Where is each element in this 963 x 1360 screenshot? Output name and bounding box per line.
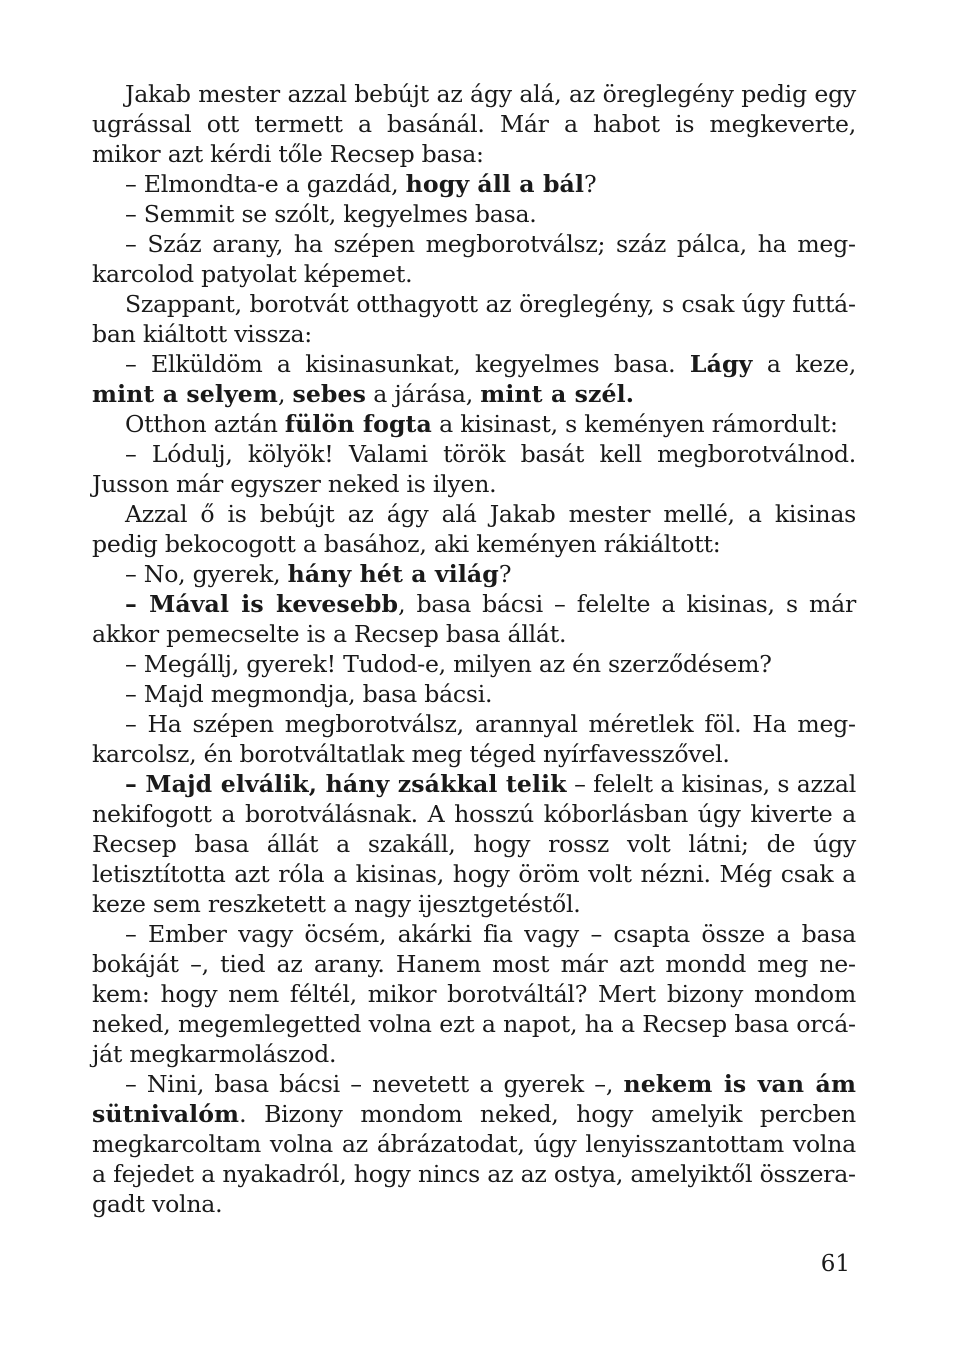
paragraph [92, 409, 856, 439]
page-number: 61 [820, 1251, 850, 1277]
paragraph [92, 169, 856, 199]
paragraph [92, 229, 856, 289]
paragraph [92, 679, 856, 709]
text-run: Jakab mester azzal bebújt az ágy alá, az öreglegény pedig egy ugrással ott termett a basánál. Már a habot is megkeverte, mikor azt kérdi tőle Recsep basa: [92, 80, 856, 168]
text-run: ? [498, 560, 512, 588]
text-run: – felelt a kisinas, s azzal nekifogott a borotválásnak. A hosszú kóborlásban úgy kiverte a Recsep basa állát a szakáll, hogy rossz volt látni; de úgy letisztította azt róla a kisinas, hogy öröm volt nézni. Még csak a keze sem reszketett a nagy ijesztgetéstől. [92, 770, 856, 918]
paragraph [92, 919, 856, 1069]
text-run: Azzal ő is bebújt az ágy alá Jakab mester mellé, a kisinas pedig bekocogott a basához, aki keményen rákiáltott: [92, 500, 856, 558]
page-body [92, 79, 856, 1219]
text-run: , basa bácsi – felelte a kisinas, s már akkor pemecselte is a Recsep basa állát. [92, 590, 856, 648]
bold-phrase: hány hét a világ [287, 560, 499, 588]
text-run: – Semmit se szólt, kegyelmes basa. [125, 200, 537, 228]
paragraph [92, 589, 856, 649]
bold-phrase: – Mával is kevesebb [125, 590, 399, 618]
text-run: – Ha szépen megborotválsz, arannyal méretlek föl. Ha megkarcolsz, én borotváltatlak meg téged nyírfavesszővel. [92, 710, 856, 768]
text-run: – Elmondta-e a gazdád, [125, 170, 406, 198]
text-run: a kisinast, s keményen rámordult: [431, 410, 838, 438]
bold-phrase: – Majd elválik, hány zsákkal telik [125, 770, 567, 798]
text-run: ? [584, 170, 597, 198]
text-run: Otthon aztán [125, 410, 285, 438]
paragraph [92, 769, 856, 919]
bold-phrase: mint a selyem [92, 380, 278, 408]
bold-phrase: hogy áll a bál [405, 170, 585, 198]
bold-phrase: nekem is van ám sütnivalóm [92, 1070, 857, 1128]
paragraph [92, 289, 856, 349]
paragraph [92, 649, 856, 679]
text-run: , [277, 380, 293, 408]
text-run: – Megállj, gyerek! Tudod-e, milyen az én szerződésem? [125, 650, 772, 678]
bold-phrase: fülön fogta [284, 410, 432, 438]
paragraph [92, 559, 856, 589]
paragraph [92, 439, 856, 499]
text-run: – Száz arany, ha szépen megborotválsz; száz pálca, ha megkarcolod patyolat képemet. [92, 230, 856, 288]
text-run: – Ember vagy öcsém, akárki fia vagy – csapta össze a basa bokáját –, tied az arany. Hanem most már azt mondd meg nekem: hogy nem féltél, mikor borotváltál? Mert bizony mondom neked, megemlegetted volna ezt a napot, ha a Recsep basa orcáját megkarmolászod. [92, 920, 856, 1068]
text-run: – Nini, basa bácsi – nevetett a gyerek –, [125, 1070, 624, 1098]
paragraph [92, 349, 856, 409]
paragraph [92, 199, 856, 229]
text-run: a keze, [752, 350, 856, 378]
text-run: a járása, [366, 380, 481, 408]
text-run: Szappant, borotvát otthagyott az öreglegény, s csak úgy futtában kiáltott vissza: [92, 290, 856, 348]
paragraph [92, 1069, 856, 1219]
text-run: – Lódulj, kölyök! Valami török basát kell megborotválnod. Jusson már egyszer neked is ilyen. [92, 440, 856, 498]
bold-phrase: mint a szél. [480, 380, 635, 408]
bold-phrase: sebes [292, 380, 367, 408]
paragraph [92, 79, 856, 169]
paragraph [92, 709, 856, 769]
text-run: – No, gyerek, [125, 560, 288, 588]
text-run: – Elküldöm a kisinasunkat, kegyelmes basa. [125, 350, 690, 378]
text-run: . Bizony mondom neked, hogy amelyik percben megkarcoltam volna az ábrázatodat, úgy lenyisszantottam volna a fejedet a nyakadról, hogy nincs az az ostya, amelyiktől összeragadt volna. [92, 1100, 856, 1218]
bold-phrase: Lágy [689, 350, 753, 378]
text-run: – Majd megmondja, basa bácsi. [125, 680, 493, 708]
paragraph [92, 499, 856, 559]
